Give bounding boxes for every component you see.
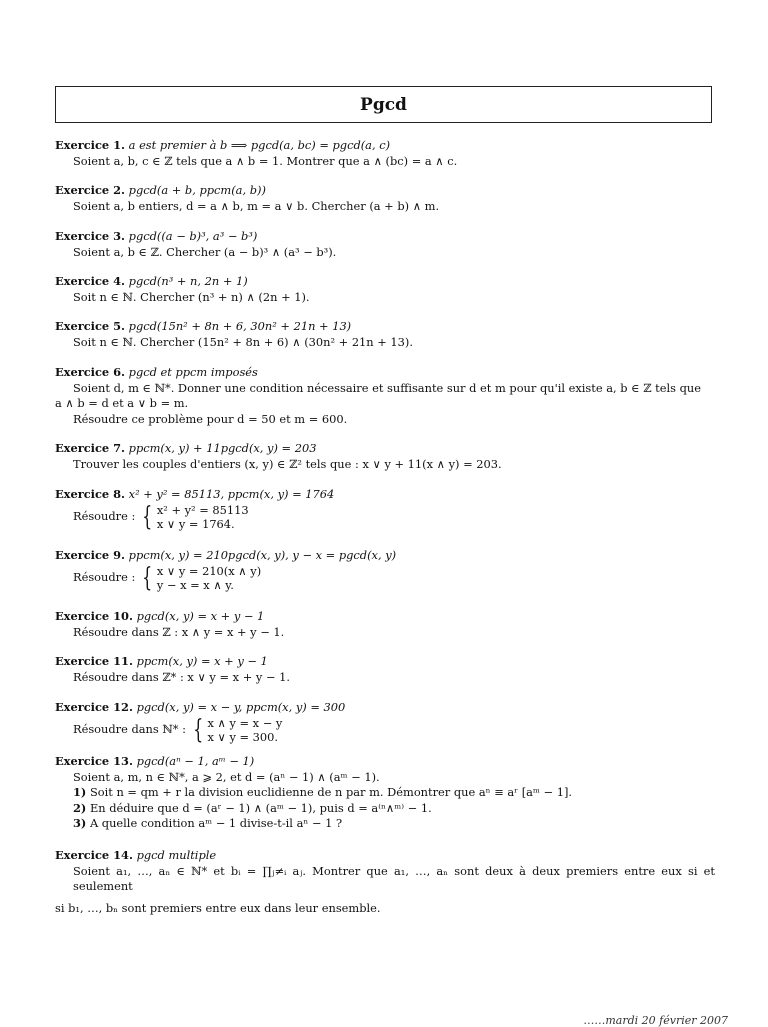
exercise-label: Exercice 10. [55, 609, 133, 623]
exercise-label: Exercice 1. [55, 138, 126, 152]
exercise-11 [55, 654, 715, 685]
brace-icon: { [142, 501, 153, 532]
exercise-13 [55, 754, 715, 832]
system-line: x ∧ y = x − y [207, 715, 283, 730]
exercise-label: Exercice 6. [55, 365, 126, 379]
system-line: x ∨ y = 210(x ∧ y) [156, 563, 262, 578]
exercise-subject: pgcd multiple [136, 848, 217, 862]
exercise-label: Exercice 5. [55, 319, 126, 333]
exercise-7 [55, 441, 715, 472]
system-line: x ∨ y = 300. [207, 729, 279, 744]
system-line: x ∨ y = 1764. [156, 516, 235, 531]
system-line: x² + y² = 85113 [156, 502, 249, 517]
exercise-text: Soit n ∈ ℕ. Chercher (n³ + n) ∧ (2n + 1). [73, 289, 310, 304]
exercise-subject: pgcd(15n² + 8n + 6, 30n² + 21n + 13) [128, 319, 352, 333]
exercise-label: Exercice 11. [55, 654, 133, 668]
exercise-subject: x² + y² = 85113, ppcm(x, y) = 1764 [128, 487, 335, 501]
exercise-text: Soient a, b entiers, d = a ∧ b, m = a ∨ b. Chercher (a + b) ∧ m. [73, 198, 440, 213]
exercise-3 [55, 229, 715, 260]
exercise-subject: a est premier à b ⟹ pgcd(a, bc) = pgcd(a, c) [128, 138, 391, 152]
exercise-label: Exercice 2. [55, 183, 126, 197]
question-item [55, 816, 715, 832]
exercise-10 [55, 609, 715, 640]
exercise-text: Soient a₁, …, aₙ ∈ ℕ* et bᵢ = ∏ⱼ≠ᵢ aⱼ. Montrer que a₁, …, aₙ sont deux à deux premiers entre eux si et seulement [73, 863, 715, 893]
exercise-text: Soient a, b ∈ ℤ. Chercher (a − b)³ ∧ (a³ − b³). [73, 244, 337, 259]
equation-system [55, 716, 715, 744]
exercise-8 [55, 487, 715, 531]
exercise-text: Soient a, m, n ∈ ℕ*, a ⩾ 2, et d = (aⁿ − 1) ∧ (aᵐ − 1). [73, 769, 380, 784]
question-text: A quelle condition aᵐ − 1 divise-t-il aⁿ − 1 ? [89, 816, 343, 830]
exercise-subject: pgcd(aⁿ − 1, aᵐ − 1) [136, 754, 255, 768]
exercise-text: Soit n ∈ ℕ. Chercher (15n² + 8n + 6) ∧ (30n² + 21n + 13). [73, 334, 413, 349]
exercise-label: Exercice 8. [55, 487, 126, 501]
brace-icon: { [142, 562, 153, 593]
brace-icon: { [193, 714, 204, 745]
exercise-label: Exercice 3. [55, 229, 126, 243]
equation-system [55, 503, 715, 531]
exercise-text: Résoudre dans ℤ* : x ∨ y = x + y − 1. [73, 669, 290, 684]
exercise-subject: pgcd(x, y) = x − y, ppcm(x, y) = 300 [136, 700, 346, 714]
question-number: 1) [73, 785, 87, 799]
exercise-text: Soient d, m ∈ ℕ*. Donner une condition nécessaire et suffisante sur d et m pour qu'il existe a, b ∈ ℤ tels que [73, 380, 701, 395]
exercise-label: Exercice 14. [55, 848, 133, 862]
system-prefix: Résoudre : [73, 569, 136, 584]
system-prefix: Résoudre dans ℕ* : [73, 721, 186, 736]
question-text: Soit n = qm + r la division euclidienne de n par m. Démontrer que aⁿ ≡ aʳ [aᵐ − 1]. [89, 785, 573, 799]
question-number: 2) [73, 800, 87, 815]
exercise-5 [55, 319, 715, 350]
question-number: 3) [73, 816, 87, 830]
exercise-14 [55, 848, 715, 916]
exercise-subject: pgcd(x, y) = x + y − 1 [136, 609, 265, 623]
title-box [55, 86, 712, 123]
exercise-subject: ppcm(x, y) = 210pgcd(x, y), y − x = pgcd(x, y) [128, 548, 397, 562]
exercise-subject: pgcd(a + b, ppcm(a, b)) [128, 183, 266, 197]
exercise-label: Exercice 7. [55, 441, 126, 455]
page-title: Pgcd [360, 94, 407, 115]
exercise-12 [55, 700, 715, 744]
exercise-subject: ppcm(x, y) = x + y − 1 [136, 654, 268, 668]
exercise-subject: pgcd((a − b)³, a³ − b³) [128, 229, 258, 243]
exercise-6 [55, 365, 715, 427]
exercise-label: Exercice 9. [55, 548, 126, 562]
question-item [55, 785, 715, 801]
exercise-subject: ppcm(x, y) + 11pgcd(x, y) = 203 [128, 441, 317, 455]
exercise-text: Trouver les couples d'entiers (x, y) ∈ ℤ² tels que : x ∨ y + 11(x ∧ y) = 203. [73, 456, 502, 471]
exercise-label: Exercice 12. [55, 700, 133, 714]
page-footer: ……mardi 20 février 2007 [583, 1014, 728, 1027]
exercise-text-continued: si b₁, …, bₙ sont premiers entre eux dans leur ensemble. [55, 900, 381, 915]
exercise-4 [55, 274, 715, 305]
question-text: En déduire que d = (aʳ − 1) ∧ (aᵐ − 1), puis d = a⁽ⁿ∧ᵐ⁾ − 1. [89, 800, 432, 815]
system-prefix: Résoudre : [73, 508, 136, 523]
exercise-text: Soient a, b, c ∈ ℤ tels que a ∧ b = 1. Montrer que a ∧ (bc) = a ∧ c. [73, 153, 458, 168]
exercise-subject: pgcd et ppcm imposés [128, 365, 258, 379]
question-item [55, 801, 715, 817]
exercise-1 [55, 138, 715, 169]
exercise-2 [55, 183, 715, 214]
exercise-subject: pgcd(n³ + n, 2n + 1) [128, 274, 248, 288]
exercise-label: Exercice 4. [55, 274, 126, 288]
exercise-text-continued: a ∧ b = d et a ∨ b = m. [55, 396, 189, 410]
exercise-text: Résoudre dans ℤ : x ∧ y = x + y − 1. [73, 624, 285, 639]
equation-system [55, 564, 715, 592]
system-line: y − x = x ∧ y. [156, 577, 234, 592]
exercise-label: Exercice 13. [55, 754, 133, 768]
exercise-text: Résoudre ce problème pour d = 50 et m = 600. [73, 411, 348, 426]
exercise-9 [55, 548, 715, 592]
